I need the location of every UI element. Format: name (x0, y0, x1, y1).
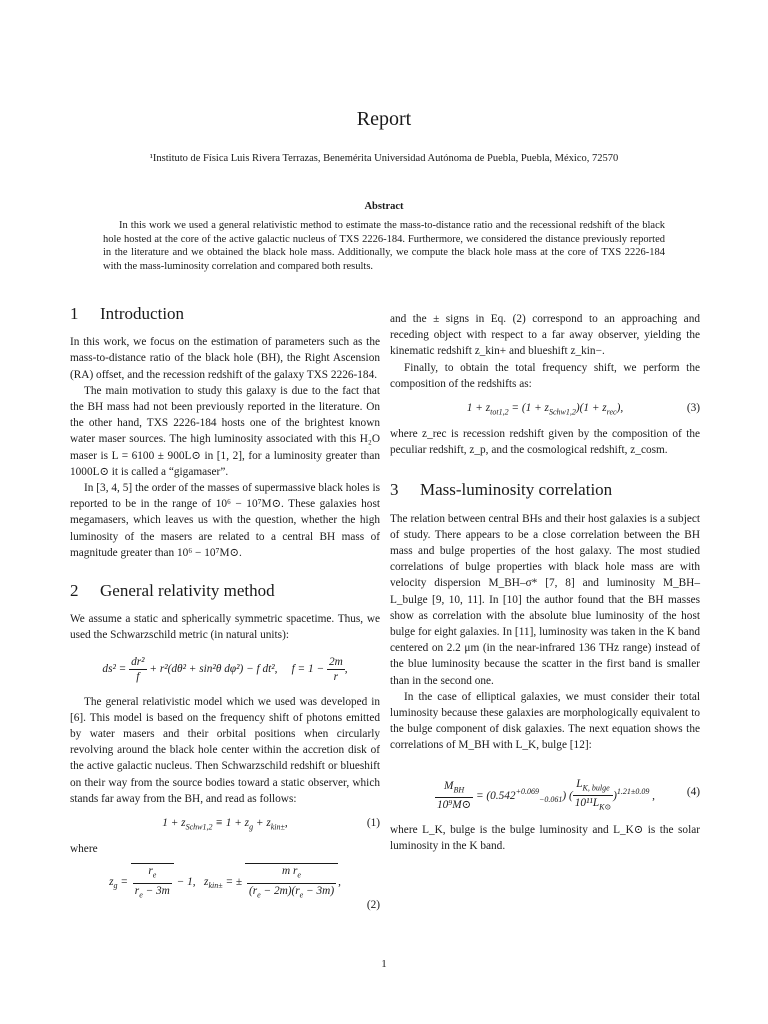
page-number: 1 (381, 958, 387, 970)
equation-metric: ds² = $\frac{\text{dr²}}{f}$ + r²(dθ² + sin²θ dφ²) − f dt², f = 1 − $\frac{2m}{r}$ , (102, 655, 348, 683)
equation-4: $\frac{M_{BH}}{\text{10⁹M⊙}}$ = $(0.542^{+0.069}_{-0.061})$ ( $\frac{L_{K, bulge}}{10^{11}L_{K⊙}}$ )$^{1.21\pm 0.09}$ , (4) (390, 772, 700, 812)
section-heading-gr-method (70, 583, 380, 599)
equation-2-tag-row (70, 897, 380, 913)
affiliation: ¹Instituto de Física Luis Rivera Terrazas, Benemérita Universidad Autónoma de Puebla, Puebla, México, 72570 (149, 153, 619, 164)
abstract-text: In this work we used a general relativistic method to estimate the mass-to-distance ratio and the recessional redshift of the black hole hosted at the core of the active galactic nucleus of TXS 2226-184. Furthermore, we considered the distance previously reported in the literature and we obtained the black hole mass. Additionally, we compute the black hole mass at the core of TXS 2226-184 with the mass-luminosity correlation and compared both results. (103, 220, 665, 272)
section-number: 3 (390, 480, 399, 500)
paragraph: Finally, to obtain the total frequency shift, we perform the composition of the redshifts as: (390, 361, 700, 390)
paragraph: In this work, we focus on the estimation of parameters such as the mass-to-distance ratio of the black hole (BH), the Right Ascension (RA) offset, and the recession redshift of the galaxy TXS 2226-184. (70, 336, 380, 381)
section-title: Mass-luminosity correlation (420, 480, 613, 500)
equation-tag: (4) (686, 785, 700, 798)
equation-tag: (1) (366, 817, 380, 830)
paragraph: and the ± signs in Eq. (2) correspond to an approaching and receding object with respect to a far away observer, yielding the kinematic redshift z_kin+ and blueshift z_kin−. (390, 313, 700, 358)
section-title: General relativity method (100, 581, 275, 601)
paragraph: The general relativistic model which we used was developed in [6]. This model is based on the frequency shift of photons emitted by water masers and their orbital positions when circularly revolving around the black hole center within the accretion disk of the active galactic nucleus. Then Schwarzschild redshift or blueshift on their way from the source bodies toward a static observer, which stands far away from the BH, and read as follows: (70, 695, 380, 805)
section-number: 2 (70, 581, 79, 601)
paragraph: The relation between central BHs and their host galaxies is a subject of study. There appears to be a close correlation between the BH mass and bulge properties of the host galaxy. The most studied correlations of bulge properties with black hole mass are with velocity dispersion M_BH–σ* [7, 8] and luminosity M_BH–L_bulge [9, 10, 11]. In [10] the author found that the BH masses show as correlation with the absolute blue luminosity of the host bulge for eight galaxies. In [11], luminosity was taken in the K band centered on 2.2 μm (in the near-infrared 136 THz range) instead of the blue luminosity because the scatter in the first band is smaller than in the second one. (390, 512, 700, 687)
paper-title: Report (356, 108, 412, 130)
paragraph: The main motivation to study this galaxy is due to the fact that the BH mass had not been previously reported in the literature. On the other hand, TXS 2226-184 hosts one of the brightest known water maser sources. The high luminosity associated with this H₂O maser is L = 6100 ± 900L⊙ in [1, 2], for a luminosity greater than 1000L⊙ it is called a “gigamaser”. (70, 384, 380, 478)
paragraph: In [3, 4, 5] the order of the masses of supermassive black holes is reported to be in the range of 10⁶ − 10⁷M⊙. These galaxies host megamasers, which leaves us with the question, whether the high luminosity of the masers are related to a central BH mass of magnitude greater than 10⁶ − 10⁷M⊙. (70, 482, 380, 559)
equation-tag: (3) (686, 402, 700, 415)
paragraph: where L_K, bulge is the bulge luminosity and L_K⊙ is the solar luminosity in the K band. (390, 823, 700, 852)
equation-tag: (2) (366, 899, 380, 912)
abstract-heading: Abstract (364, 201, 404, 212)
paragraph: In the case of elliptical galaxies, we must consider their total luminosity because these galaxies are morphologically equivalent to the bulge component of disk galaxies. The next equation shows the correlations of M_BH with L_K, bulge [12]: (390, 690, 700, 752)
paragraph: where z_rec is recession redshift given by the composition of the peculiar redshift, z_p, and the cosmological redshift, z_cosm. (390, 428, 700, 457)
left-column (70, 306, 380, 913)
section-number: 1 (70, 304, 79, 323)
equation-3: $1 + z_{tot1,2} = (1 + z_{Schw1,2})(1 + z_{rec})$, (3) (466, 402, 700, 417)
section-heading-introduction (70, 306, 380, 322)
section-heading-mass-luminosity (390, 482, 700, 498)
right-column (390, 311, 700, 854)
equation-2: $z_g$ = $\frac{r_e}{r_e - 3m}$ − 1, $z_{kin\pm}$ = ± $\frac{m r_e}{(r_e - 2m)(r_e - 3m)}$ , (70, 863, 380, 897)
paragraph: where (70, 843, 98, 856)
section-title: Introduction (100, 304, 185, 323)
paragraph: We assume a static and spherically symmetric spacetime. Thus, we used the Schwarzschild metric (in natural units): (70, 613, 380, 642)
equation-1: $1 + z_{Schw1,2} \equiv 1 + z_g + z_{kin\pm}$, (1) (162, 817, 380, 832)
